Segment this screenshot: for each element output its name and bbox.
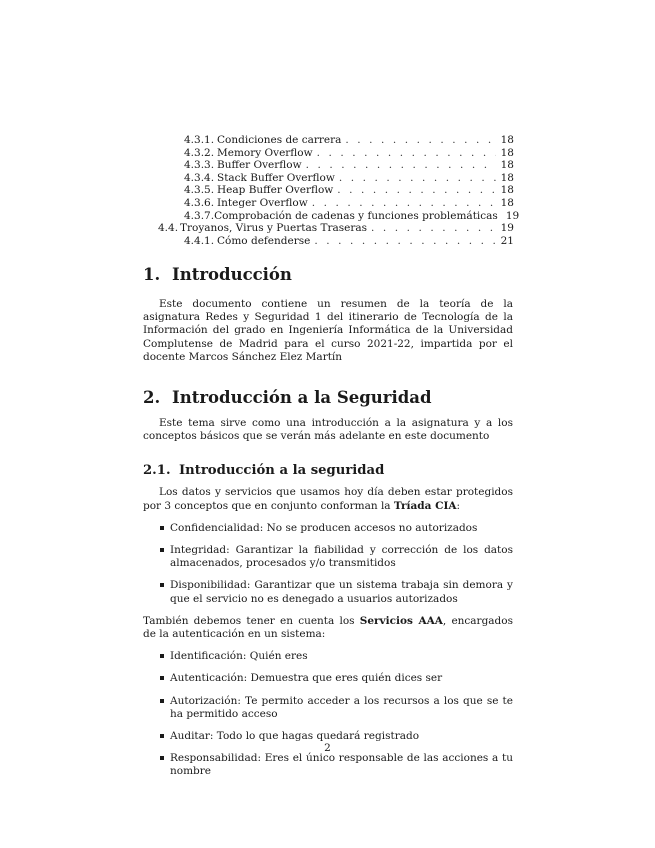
bullet-icon [160,756,164,760]
toc-entry-title: Integer Overflow [217,196,308,209]
bullet-icon [160,548,164,552]
cia-term: Tríada CIA [393,499,457,512]
toc-entry-title: Buffer Overflow [217,159,302,172]
document-body [143,265,513,779]
toc-entry-number: 4.3.3. [184,159,215,172]
toc-leader-dots [371,222,496,235]
toc-entry-title: Cómo defenderse [217,234,311,247]
cia-paragraph [143,486,513,512]
toc-entry-title: Troyanos, Virus y Puertas Traseras [180,222,368,235]
toc-entry-number: 4.3.6. [184,196,215,209]
subsection-number: 2.1. [143,463,171,479]
bullet-icon [160,526,164,530]
aaa-paragraph [143,615,513,641]
list-item-text: Autenticación: Demuestra que eres quién dices ser [170,672,443,685]
list-item [143,752,513,778]
toc-entry[interactable] [158,222,514,235]
toc-entry-number: 4.3.7. [184,209,215,222]
intro-paragraph: Este documento contiene un resumen de la teoría de la asignatura Redes y Seguridad 1 del itinerario de Tecnología de la Información del grado en Ingeniería Informática de la Universidad Complutense de Madrid para el curso 2021-22, impartida por el docente Marcos Sánchez Elez Martín [143,298,513,363]
toc-entry-title: Comprobación de cadenas y funciones problemáticas [214,209,498,222]
list-item-text: Autorización: Te permito acceder a los recursos a los que se te ha permitido acceso [170,694,513,720]
toc-entry[interactable] [158,172,514,185]
toc-entry-number: 4.3.1. [184,134,215,146]
bullet-icon [160,583,164,587]
cia-list [143,522,513,606]
section-title: Introducción a la Seguridad [172,388,432,408]
page-number: 2 [324,742,331,754]
aaa-text-end: , encargados de la autenticación en un sistema: [143,614,513,641]
list-item [143,544,513,570]
list-item [143,579,513,605]
toc-entry-page: 18 [500,196,514,209]
toc-entry-page: 18 [500,171,514,184]
list-item-text: Auditar: Todo lo que hagas quedará registrado [170,730,420,743]
toc-entry-page: 19 [500,222,514,235]
bullet-icon [160,676,164,680]
list-item [143,695,513,721]
toc-entry[interactable] [158,184,514,197]
security-intro-paragraph: Este tema sirve como una introducción a la asignatura y a los conceptos básicos que se verán más adelante en este documento [143,417,513,443]
subsection-title: Introducción a la seguridad [179,463,385,479]
toc-leader-dots [312,197,496,210]
toc-entry-number: 4.3.5. [184,184,215,197]
toc-entry-page: 18 [500,159,514,172]
toc-leader-dots [337,184,496,197]
toc-entry-title: Stack Buffer Overflow [217,171,335,184]
toc-entry-number: 4.3.4. [184,171,215,184]
cia-text-end: : [456,499,461,512]
section-number: 1. [143,265,161,284]
list-item-text: Integridad: Garantizar la fiabilidad y corrección de los datos almacenados, procesados y/o transmitidos [170,544,513,570]
subsection-heading-2-1 [143,463,513,479]
list-item-text: Responsabilidad: Eres el único responsable de las acciones a tu nombre [170,752,513,778]
section-heading-1 [143,265,513,285]
toc-leader-dots [339,172,496,185]
aaa-list [143,650,513,778]
toc-leader-dots [314,235,496,248]
toc-entry[interactable] [158,134,514,147]
aaa-text: También debemos tener en cuenta los [143,614,360,627]
toc-entry[interactable] [158,147,514,160]
toc-entry-title: Heap Buffer Overflow [217,184,334,197]
toc-entry-number: 4.3.2. [184,146,215,159]
toc-entry[interactable] [158,235,514,248]
toc-entry-number: 4.4.1. [184,234,215,247]
toc-entry-page: 21 [500,234,514,247]
list-item [143,522,513,535]
list-item [143,650,513,663]
section-number: 2. [143,388,161,408]
list-item-text: Confidencialidad: No se producen accesos no autorizados [170,521,478,534]
toc-entry-page: 19 [505,209,520,222]
table-of-contents [158,134,520,247]
toc-entry[interactable] [158,209,520,223]
section-heading-2 [143,388,513,408]
toc-entry-title: Memory Overflow [217,146,313,159]
toc-leader-dots [317,147,496,160]
bullet-icon [160,654,164,658]
section-title: Introducción [172,265,292,284]
bullet-icon [160,734,164,738]
toc-entry-page: 18 [500,184,514,197]
bullet-icon [160,699,164,703]
aaa-term: Servicios AAA [359,614,443,627]
toc-entry-number: 4.4. [158,222,179,235]
toc-leader-dots [345,134,496,147]
cia-text: Los datos y servicios que usamos hoy día deben estar protegidos por 3 conceptos que en conjunto conforman la [143,486,513,512]
list-item-text: Identificación: Quién eres [170,650,308,663]
toc-entry-page: 18 [500,134,514,146]
list-item-text: Disponibilidad: Garantizar que un sistema trabaja sin demora y que el servicio no es denegado a usuarios autorizados [170,579,513,605]
list-item [143,672,513,685]
toc-leader-dots [306,159,496,172]
toc-entry-page: 18 [500,146,514,159]
toc-entry[interactable] [158,159,514,172]
toc-entry[interactable] [158,197,514,210]
toc-entry-title: Condiciones de carrera [217,134,342,146]
